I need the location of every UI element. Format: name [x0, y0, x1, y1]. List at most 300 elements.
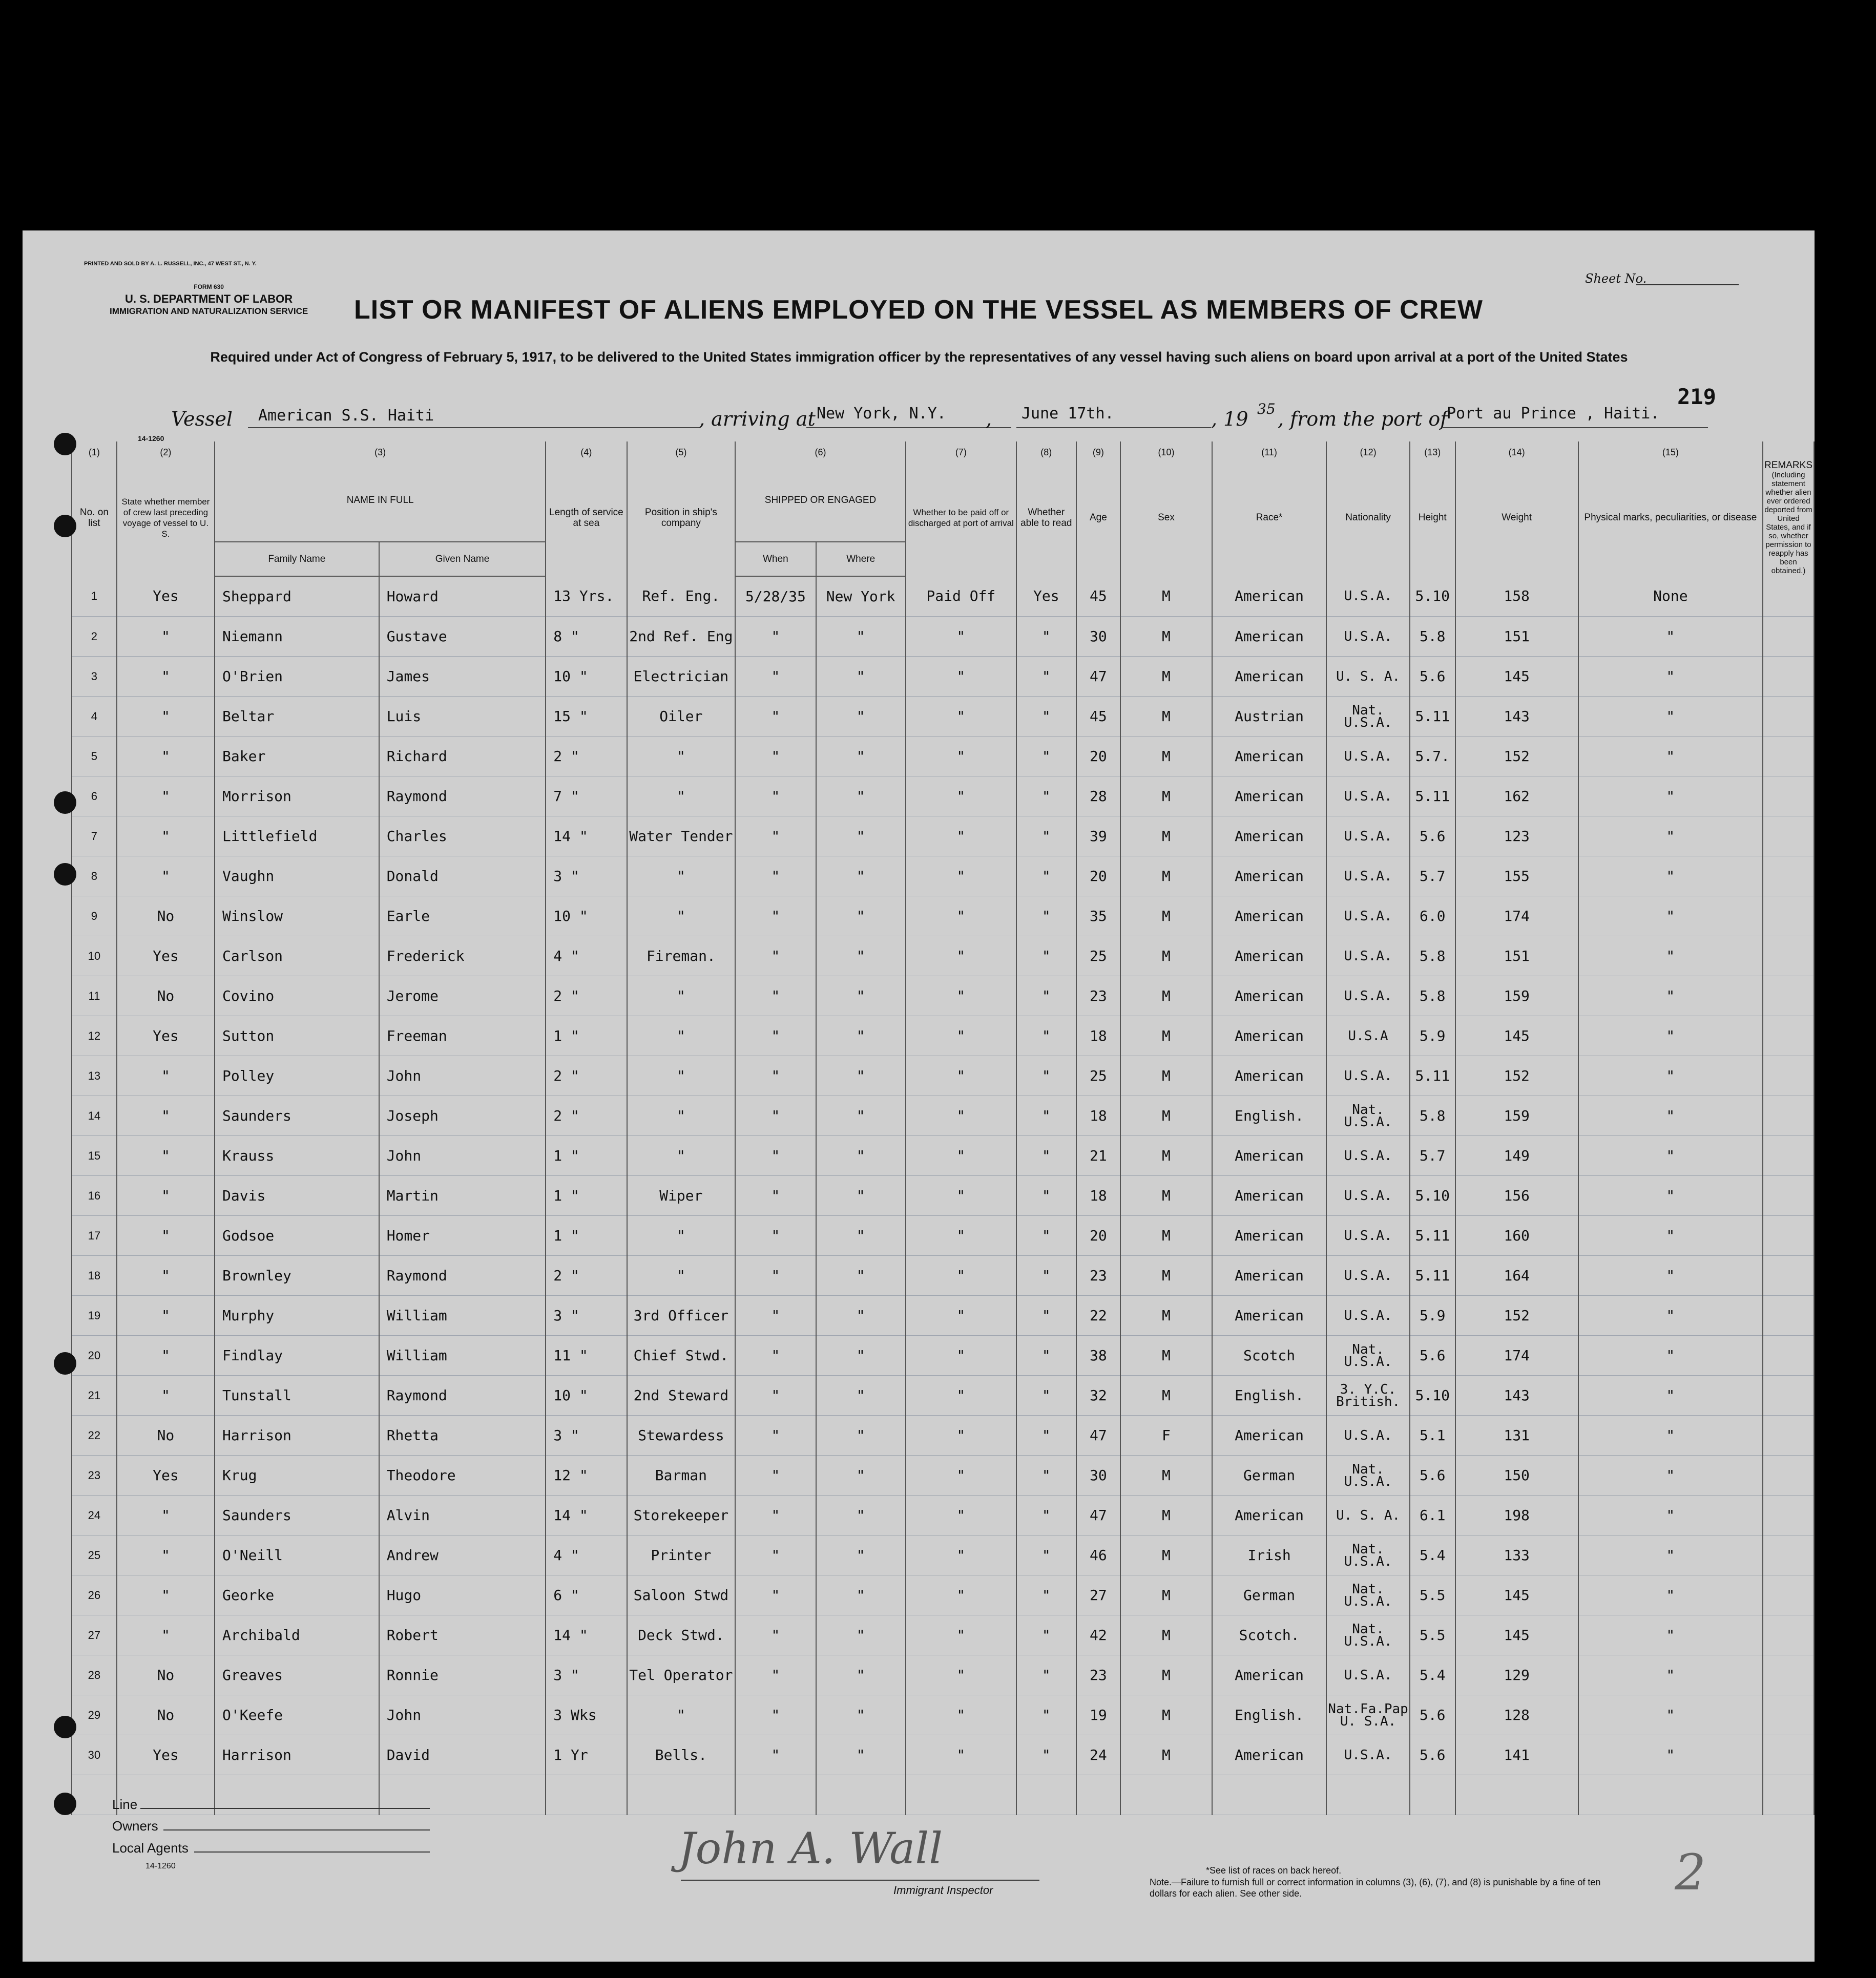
cell-where: New York: [816, 576, 906, 617]
cell-where: ": [816, 776, 906, 816]
cell-nat: [1326, 1575, 1410, 1615]
cell-position: ": [627, 1056, 736, 1096]
cell-family: Saunders: [215, 1496, 379, 1535]
cell-read: ": [1016, 1296, 1076, 1336]
nationality-value: U.S.A.: [1344, 988, 1392, 1004]
cell-no: 3: [72, 657, 117, 697]
cell-nat: [1326, 816, 1410, 856]
cell-race: Scotch.: [1212, 1615, 1326, 1655]
cell-physical: ": [1578, 657, 1763, 697]
cell-sex: M: [1120, 856, 1212, 896]
cell-position: Saloon Stwd: [627, 1575, 736, 1615]
cell-weight: 145: [1455, 1016, 1578, 1056]
nationality-note: Nat.: [1352, 702, 1384, 718]
nationality-value: U.S.A.: [1344, 1308, 1392, 1323]
nationality-value: U.S.A.: [1344, 1188, 1392, 1204]
nationality-note: Nat.: [1352, 1581, 1384, 1597]
table-row: [72, 1735, 1814, 1775]
cell-physical: ": [1578, 816, 1763, 856]
cell-physical: ": [1578, 1336, 1763, 1376]
cell-position: Fireman.: [627, 936, 736, 976]
cell-position: Printer: [627, 1535, 736, 1575]
cell-family: O'Keefe: [215, 1695, 379, 1735]
table-row: [72, 1016, 1814, 1056]
cell-read: ": [1016, 1136, 1076, 1176]
cell-state: ": [117, 816, 215, 856]
cell-weight: 123: [1455, 816, 1578, 856]
cell-family: O'Brien: [215, 657, 379, 697]
cell-physical: ": [1578, 856, 1763, 896]
cell-remarks: [1763, 1256, 1814, 1296]
cell-position: Ref. Eng.: [627, 576, 736, 617]
cell-age: 18: [1076, 1016, 1120, 1056]
sheet-number: 219: [1677, 384, 1716, 409]
nationality-value: U.S.A.: [1344, 948, 1392, 964]
cell-weight: 129: [1455, 1655, 1578, 1695]
cell-nat: [1326, 1096, 1410, 1136]
cell-height: 5.8: [1410, 617, 1455, 657]
arrival-year: 35: [1257, 401, 1276, 417]
cell-remarks: [1763, 1416, 1814, 1456]
cell-when: ": [735, 1096, 816, 1136]
cell-age: 19: [1076, 1695, 1120, 1735]
cell-read: ": [1016, 816, 1076, 856]
header-name-in-full: NAME IN FULL: [215, 459, 546, 542]
cell-race: American: [1212, 1296, 1326, 1336]
cell-nat: [1326, 1695, 1410, 1735]
cell-paid: ": [906, 776, 1016, 816]
cell-position: Bells.: [627, 1735, 736, 1775]
vessel-name: American S.S. Haiti: [258, 407, 434, 425]
cell-family: Winslow: [215, 896, 379, 936]
page-mark: 2: [1675, 1844, 1706, 1901]
cell-family: O'Neill: [215, 1535, 379, 1575]
cell-no: 11: [72, 976, 117, 1016]
nationality-value: U.S.A.: [1344, 1553, 1392, 1569]
cell-weight: 145: [1455, 1615, 1578, 1655]
nationality-value: U.S.A.: [1344, 828, 1392, 844]
cell-when: ": [735, 896, 816, 936]
cell-no: 24: [72, 1496, 117, 1535]
cell-given: Martin: [379, 1176, 546, 1216]
cell-when: ": [735, 1655, 816, 1695]
cell-race: English.: [1212, 1695, 1326, 1735]
cell-where: ": [816, 816, 906, 856]
cell-given: Donald: [379, 856, 546, 896]
cell-given: Robert: [379, 1615, 546, 1655]
cell-sex: M: [1120, 976, 1212, 1016]
cell-no: 25: [72, 1535, 117, 1575]
cell-length: 13 Yrs.: [546, 576, 627, 617]
cell-where: ": [816, 896, 906, 936]
cell-physical: None: [1578, 576, 1763, 617]
table-row: [72, 1575, 1814, 1615]
cell-read: ": [1016, 1456, 1076, 1496]
cell-no: 20: [72, 1336, 117, 1376]
cell-age: 27: [1076, 1575, 1120, 1615]
cell-paid: ": [906, 657, 1016, 697]
punch-hole: [54, 433, 76, 455]
cell-read: ": [1016, 1216, 1076, 1256]
cell-remarks: [1763, 1496, 1814, 1535]
cell-where: ": [816, 1096, 906, 1136]
header-shipped: SHIPPED OR ENGAGED: [735, 459, 906, 542]
table-row: [72, 1535, 1814, 1575]
cell-sex: M: [1120, 896, 1212, 936]
cell-physical: ": [1578, 1456, 1763, 1496]
cell-length: 4 ": [546, 936, 627, 976]
header-state: State whether member of crew last preceding voyage of vessel to U. S.: [117, 459, 215, 576]
cell-remarks: [1763, 856, 1814, 896]
cell-physical: ": [1578, 697, 1763, 737]
cell-read: ": [1016, 1336, 1076, 1376]
nationality-value: U.S.A.: [1344, 1354, 1392, 1370]
local-agents-label: Local Agents: [112, 1840, 189, 1856]
cell-height: 5.11: [1410, 1056, 1455, 1096]
cell-read: ": [1016, 1096, 1076, 1136]
cell-position: ": [627, 976, 736, 1016]
cell-nat: [1326, 576, 1410, 617]
cell-remarks: [1763, 976, 1814, 1016]
cell-race: American: [1212, 856, 1326, 896]
cell-age: 28: [1076, 776, 1120, 816]
header-height: Height: [1410, 459, 1455, 576]
header-race: Race*: [1212, 459, 1326, 576]
cell-when: ": [735, 1176, 816, 1216]
cell-remarks: [1763, 1016, 1814, 1056]
cell-given: Gustave: [379, 617, 546, 657]
header-physical: Physical marks, peculiarities, or disease: [1578, 459, 1763, 576]
cell-read: ": [1016, 1735, 1076, 1775]
cell-nat: [1326, 976, 1410, 1016]
cell-physical: ": [1578, 896, 1763, 936]
cell-race: German: [1212, 1456, 1326, 1496]
cell-age: 38: [1076, 1336, 1120, 1376]
cell-weight: 152: [1455, 737, 1578, 776]
cell-sex: M: [1120, 1216, 1212, 1256]
cell-remarks: [1763, 1535, 1814, 1575]
cell-remarks: [1763, 1056, 1814, 1096]
cell-paid: ": [906, 1136, 1016, 1176]
cell-weight: 149: [1455, 1136, 1578, 1176]
cell-state: Yes: [117, 576, 215, 617]
cell-given: Ronnie: [379, 1655, 546, 1695]
cell-age: 23: [1076, 1655, 1120, 1695]
nationality-note: 3. Y.C.: [1340, 1381, 1396, 1397]
cell-position: 3rd Officer: [627, 1296, 736, 1336]
cell-given: Homer: [379, 1216, 546, 1256]
cell-family: Harrison: [215, 1735, 379, 1775]
nationality-value: U.S.A.: [1344, 908, 1392, 924]
cell-length: 10 ": [546, 1376, 627, 1416]
cell-paid: ": [906, 936, 1016, 976]
cell-paid: ": [906, 1535, 1016, 1575]
nationality-value: U.S.A.: [1344, 1148, 1392, 1164]
cell-no: 26: [72, 1575, 117, 1615]
cell-state: ": [117, 1216, 215, 1256]
nationality-note: Nat.: [1352, 1541, 1384, 1557]
cell-length: 6 ": [546, 1575, 627, 1615]
col-num-9: (9): [1076, 441, 1120, 459]
cell-physical: ": [1578, 1735, 1763, 1775]
cell-position: ": [627, 1256, 736, 1296]
cell-weight: 143: [1455, 1376, 1578, 1416]
cell-height: 5.4: [1410, 1535, 1455, 1575]
nationality-value: U. S.A.: [1340, 1713, 1396, 1729]
cell-race: American: [1212, 576, 1326, 617]
cell-when: ": [735, 1535, 816, 1575]
cell-given: Hugo: [379, 1575, 546, 1615]
cell-length: 2 ": [546, 1056, 627, 1096]
cell-where: ": [816, 1216, 906, 1256]
cell-nat: [1326, 1496, 1410, 1535]
punch-hole: [54, 1716, 76, 1738]
cell-read: ": [1016, 1695, 1076, 1735]
col-num-10: (10): [1120, 441, 1212, 459]
cell-family: Murphy: [215, 1296, 379, 1336]
cell-sex: M: [1120, 1136, 1212, 1176]
cell-height: 5.5: [1410, 1615, 1455, 1655]
header-paid: Whether to be paid off or discharged at port of arrival: [906, 459, 1016, 576]
cell-read: ": [1016, 976, 1076, 1016]
cell-where: ": [816, 1456, 906, 1496]
cell-nat: [1326, 737, 1410, 776]
cell-family: Vaughn: [215, 856, 379, 896]
cell-read: ": [1016, 737, 1076, 776]
department-name: U. S. DEPARTMENT OF LABOR: [125, 292, 293, 305]
cell-physical: ": [1578, 1296, 1763, 1336]
cell-height: 5.11: [1410, 776, 1455, 816]
cell-no: 1: [72, 576, 117, 617]
col-num-7: (7): [906, 441, 1016, 459]
cell-weight: 162: [1455, 776, 1578, 816]
cell-weight: 174: [1455, 1336, 1578, 1376]
cell-length: 7 ": [546, 776, 627, 816]
cell-given: William: [379, 1296, 546, 1336]
table-row: [72, 816, 1814, 856]
cell-length: 4 ": [546, 1535, 627, 1575]
form-number: FORM 630: [194, 283, 224, 290]
cell-age: 25: [1076, 1056, 1120, 1096]
cell-paid: ": [906, 1336, 1016, 1376]
cell-family: Georke: [215, 1575, 379, 1615]
cell-no: 18: [72, 1256, 117, 1296]
column-number-row: [72, 441, 1814, 459]
cell-nat: [1326, 1216, 1410, 1256]
cell-given: Charles: [379, 816, 546, 856]
cell-read: ": [1016, 1056, 1076, 1096]
cell-height: 5.11: [1410, 697, 1455, 737]
nationality-value: U.S.A.: [1344, 588, 1392, 604]
cell-remarks: [1763, 1655, 1814, 1695]
remarks-note: (Including statement whether alien ever ordered deported from United States, and if so, whether permission to reapply has been obtained.): [1764, 471, 1812, 575]
cell-nat: [1326, 1655, 1410, 1695]
printer-line: PRINTED AND SOLD BY A. L. RUSSELL, INC., 47 WEST ST., N. Y.: [84, 261, 257, 267]
cell-state: Yes: [117, 1456, 215, 1496]
col-num-5: (5): [627, 441, 736, 459]
page-subtitle: Required under Act of Congress of February 5, 1917, to be delivered to the United States immigration officer by the representatives of any vessel having such aliens on board upon arrival at a port of the United States: [210, 349, 1628, 365]
cell-physical: ": [1578, 976, 1763, 1016]
cell-height: 5.10: [1410, 1376, 1455, 1416]
nationality-value: U.S.A.: [1344, 1228, 1392, 1244]
cell-paid: ": [906, 1416, 1016, 1456]
cell-age: 22: [1076, 1296, 1120, 1336]
cell-race: American: [1212, 1735, 1326, 1775]
cell-where: ": [816, 936, 906, 976]
cell-no: 19: [72, 1296, 117, 1336]
nationality-value: U.S.A.: [1344, 1667, 1392, 1683]
cell-age: 20: [1076, 856, 1120, 896]
header-length: Length of service at sea: [546, 459, 627, 576]
cell-where: ": [816, 1735, 906, 1775]
cell-where: ": [816, 1176, 906, 1216]
cell-race: American: [1212, 976, 1326, 1016]
cell-age: 20: [1076, 1216, 1120, 1256]
cell-height: 5.11: [1410, 1256, 1455, 1296]
nationality-value: U.S.A.: [1344, 1747, 1392, 1763]
cell-given: Raymond: [379, 1376, 546, 1416]
cell-family: Greaves: [215, 1655, 379, 1695]
cell-race: American: [1212, 1176, 1326, 1216]
cell-read: ": [1016, 1496, 1076, 1535]
cell-family: Littlefield: [215, 816, 379, 856]
cell-age: 47: [1076, 1496, 1120, 1535]
cell-age: 24: [1076, 1735, 1120, 1775]
cell-race: American: [1212, 1016, 1326, 1056]
inspector-label: Immigrant Inspector: [893, 1884, 993, 1897]
cell-nat: [1326, 1615, 1410, 1655]
col-num-11: (11): [1212, 441, 1326, 459]
remarks-title: REMARKS: [1764, 460, 1812, 471]
cell-weight: 152: [1455, 1056, 1578, 1096]
cell-family: Godsoe: [215, 1216, 379, 1256]
nationality-value: U.S.A.: [1344, 1427, 1392, 1443]
cell-sex: M: [1120, 1256, 1212, 1296]
cell-length: 3 ": [546, 1655, 627, 1695]
from-port-label: , from the port of: [1278, 408, 1448, 430]
header-where: Where: [816, 542, 906, 576]
cell-race: Scotch: [1212, 1336, 1326, 1376]
cell-sex: M: [1120, 697, 1212, 737]
cell-family: Carlson: [215, 936, 379, 976]
cell-sex: M: [1120, 1176, 1212, 1216]
cell-paid: Paid Off: [906, 576, 1016, 617]
cell-race: American: [1212, 1056, 1326, 1096]
table-row: [72, 1695, 1814, 1735]
cell-sex: M: [1120, 657, 1212, 697]
cell-nat: [1326, 1456, 1410, 1496]
cell-where: ": [816, 1416, 906, 1456]
cell-family: Harrison: [215, 1416, 379, 1456]
cell-age: 46: [1076, 1535, 1120, 1575]
cell-remarks: [1763, 1456, 1814, 1496]
cell-weight: 159: [1455, 976, 1578, 1016]
cell-state: No: [117, 1695, 215, 1735]
col-num-2: (2): [117, 441, 215, 459]
header-family-name: Family Name: [215, 542, 379, 576]
punch-hole: [54, 1352, 76, 1375]
cell-when: ": [735, 1016, 816, 1056]
table-row: [72, 1416, 1814, 1456]
cell-height: 5.8: [1410, 936, 1455, 976]
table-row: [72, 1056, 1814, 1096]
cell-given: John: [379, 1136, 546, 1176]
cell-paid: ": [906, 1216, 1016, 1256]
cell-no: 28: [72, 1655, 117, 1695]
nationality-value: U.S.A: [1348, 1028, 1388, 1044]
cell-length: 14 ": [546, 1496, 627, 1535]
cell-race: American: [1212, 617, 1326, 657]
header-read: Whether able to read: [1016, 459, 1076, 576]
nationality-value: U. S. A.: [1336, 668, 1401, 684]
cell-sex: M: [1120, 1376, 1212, 1416]
header-when: When: [735, 542, 816, 576]
cell-sex: M: [1120, 1655, 1212, 1695]
cell-nat: [1326, 1056, 1410, 1096]
header-remarks: [1763, 459, 1814, 576]
cell-weight: 150: [1455, 1456, 1578, 1496]
arriving-label: , arriving at: [699, 408, 816, 430]
nationality-note: Nat.: [1352, 1621, 1384, 1637]
cell-race: English.: [1212, 1376, 1326, 1416]
cell-when: ": [735, 1735, 816, 1775]
table-row: [72, 1615, 1814, 1655]
cell-race: American: [1212, 737, 1326, 776]
cell-no: 13: [72, 1056, 117, 1096]
cell-when: ": [735, 1496, 816, 1535]
cell-weight: 158: [1455, 576, 1578, 617]
cell-position: ": [627, 1136, 736, 1176]
nationality-value: U. S. A.: [1336, 1507, 1401, 1523]
table-row: [72, 936, 1814, 976]
cell-sex: M: [1120, 737, 1212, 776]
nationality-value: U.S.A.: [1344, 748, 1392, 764]
crew-manifest-table: [71, 441, 1815, 1815]
cell-sex: M: [1120, 1615, 1212, 1655]
cell-height: 5.8: [1410, 976, 1455, 1016]
cell-no: 6: [72, 776, 117, 816]
cell-sex: M: [1120, 1535, 1212, 1575]
nationality-value: U.S.A.: [1344, 868, 1392, 884]
cell-race: American: [1212, 816, 1326, 856]
cell-weight: 156: [1455, 1176, 1578, 1216]
cell-remarks: [1763, 1296, 1814, 1336]
cell-when: 5/28/35: [735, 576, 816, 617]
cell-read: ": [1016, 697, 1076, 737]
cell-race: German: [1212, 1575, 1326, 1615]
cell-given: Andrew: [379, 1535, 546, 1575]
cell-remarks: [1763, 896, 1814, 936]
cell-position: Tel Operator: [627, 1655, 736, 1695]
cell-paid: ": [906, 697, 1016, 737]
cell-height: 5.9: [1410, 1016, 1455, 1056]
cell-given: John: [379, 1695, 546, 1735]
cell-where: ": [816, 617, 906, 657]
cell-no: 16: [72, 1176, 117, 1216]
cell-age: 23: [1076, 1256, 1120, 1296]
cell-where: ": [816, 1296, 906, 1336]
cell-where: ": [816, 1695, 906, 1735]
cell-read: ": [1016, 1176, 1076, 1216]
cell-when: ": [735, 1376, 816, 1416]
table-row: [72, 576, 1814, 617]
form-code: 14-1260: [138, 434, 164, 443]
cell-physical: ": [1578, 1615, 1763, 1655]
cell-paid: ": [906, 1575, 1016, 1615]
cell-length: 12 ": [546, 1456, 627, 1496]
cell-physical: ": [1578, 936, 1763, 976]
column-header-row: [72, 459, 1814, 542]
